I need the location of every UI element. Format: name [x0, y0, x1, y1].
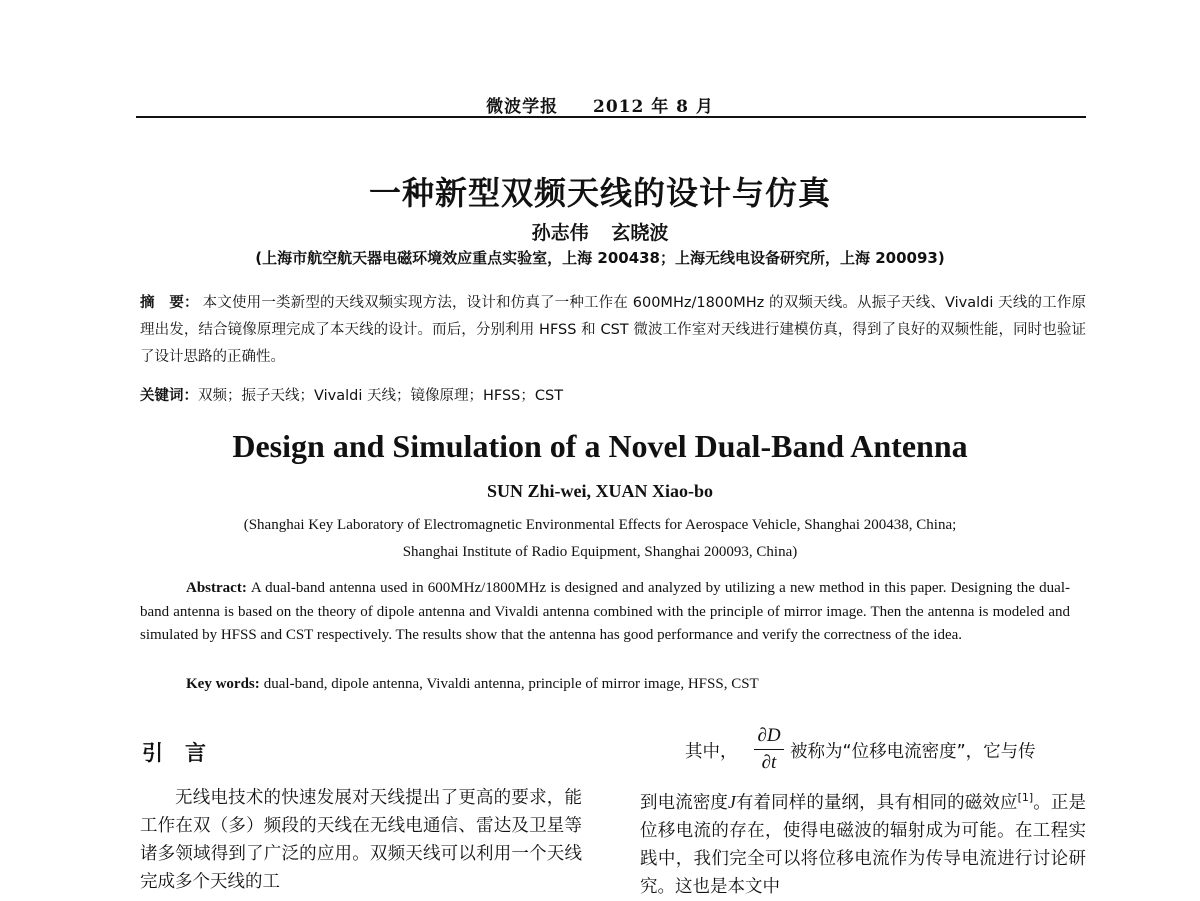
right-text-2: 有着同样的量纲，具有相同的磁效应 — [735, 792, 1018, 813]
body-right-formula-line — [640, 724, 1090, 784]
paper-title-cn: 一种新型双频天线的设计与仿真 — [368, 174, 831, 212]
abstract-en-label: Abstract: — [186, 580, 247, 596]
formula-intro: 其中， — [685, 742, 738, 762]
abstract-cn-label: 摘 要： — [140, 295, 199, 311]
journal-header — [0, 92, 1200, 117]
fraction-denominator: ∂t — [761, 752, 777, 773]
affiliation-en-line-2: Shanghai Institute of Radio Equipment, Shanghai 200093, China) — [402, 544, 798, 560]
symbol-j: J — [728, 791, 736, 812]
formula-intro-post: 被称为“位移电流密度”，它与传 — [790, 742, 1036, 762]
citation-1: [1] — [1017, 791, 1034, 804]
paper-title-en: Design and Simulation of a Novel Dual-Band Antenna — [232, 428, 968, 464]
affiliation-en — [0, 512, 1200, 566]
body-left-column: 无线电技术的快速发展对天线提出了更高的要求，能工作在双（多）频段的天线在无线电通信、雷达及卫星等诸多领域得到了广泛的应用。双频天线可以利用一个天线完成多个天线的工 — [140, 788, 582, 892]
affiliation-en-line-1: (Shanghai Key Laboratory of Electromagnetic Environmental Effects for Aerospace Vehicle, Shanghai 200438, China; — [243, 517, 957, 533]
fraction-numerator: ∂D — [757, 725, 781, 746]
authors-en: SUN Zhi-wei, XUAN Xiao-bo — [486, 481, 713, 501]
journal-name: 微波学报 — [486, 97, 559, 117]
author-cn-1: 孙志伟 — [531, 222, 589, 244]
body-right-column — [640, 784, 1086, 901]
displacement-fraction — [752, 724, 786, 775]
right-text-1: 到电流密度 — [640, 792, 729, 813]
keywords-cn — [140, 384, 1086, 405]
keywords-en — [186, 676, 1086, 693]
abstract-en-text: A dual-band antenna used in 600MHz/1800MHz is designed and analyzed by utilizing a new method in this paper. Designing the dual-band antenna is based on the theory of dipole antenna and Vivaldi antenna combined with the principle of mirror image. Then the antenna is modeled and simulated by HFSS and CST respectively. The results show that the antenna has good performance and verify the correctness of the idea. — [140, 580, 1070, 643]
keywords-cn-text: 双频；振子天线；Vivaldi 天线；镜像原理；HFSS；CST — [198, 388, 564, 404]
affiliation-cn: (上海市航空航天器电磁环境效应重点实验室，上海 200438；上海无线电设备研究所，上海 200093) — [255, 249, 945, 267]
fraction-bar — [754, 749, 784, 750]
journal-date: 2012 年 8 月 — [593, 97, 714, 117]
keywords-en-label: Key words: — [186, 676, 260, 692]
keywords-cn-label: 关键词： — [140, 388, 198, 404]
header-rule — [136, 116, 1086, 118]
right-text-3: 。正是位移电流的存在，使得电磁波的辐射成为可能。在工程实践中，我们完全可以将位移电流作为传导电流进行讨论研究。这也是本文中 — [640, 792, 1087, 897]
section-heading-intro: 引言 — [142, 741, 228, 765]
authors-cn — [0, 218, 1200, 245]
abstract-cn-text: 本文使用一类新型的天线双频实现方法，设计和仿真了一种工作在 600MHz/1800MHz 的双频天线。从振子天线、Vivaldi 天线的工作原理出发，结合镜像原理完成了本天线的设计。而后，分别利用 HFSS 和 CST 微波工作室对天线进行建模仿真，得到了良好的双频性能，同时也验证了设计思路的正确性。 — [140, 295, 1086, 365]
abstract-cn — [140, 290, 1086, 371]
abstract-en — [140, 577, 1070, 648]
author-cn-2: 玄晓波 — [611, 222, 669, 244]
keywords-en-text: dual-band, dipole antenna, Vivaldi antenna, principle of mirror image, HFSS, CST — [263, 676, 759, 692]
